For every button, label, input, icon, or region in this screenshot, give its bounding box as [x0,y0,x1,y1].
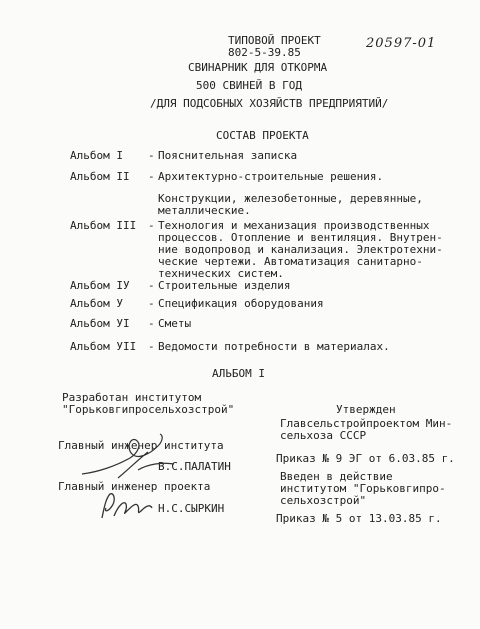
album-description-line: Конструкции, железобетонные, деревянные, [158,192,423,205]
album-name: Альбом УII [70,340,137,353]
introduced-line2: институтом "Горьковгипро- [280,482,446,495]
approved-by-line2: сельхоза СССР [280,429,367,442]
album-name: Альбом II [70,170,130,183]
album-dash: - [148,149,155,162]
composition-title: СОСТАВ ПРОЕКТА [216,129,309,142]
project-purpose: /ДЛЯ ПОДСОБНЫХ ХОЗЯЙСТВ ПРЕДПРИЯТИЙ/ [150,97,389,110]
album-name: Альбом III [70,219,137,232]
project-capacity: 500 СВИНЕЙ В ГОД [196,79,302,92]
album-description-line: ние водопровод и канализация. Электротехни- [158,243,443,256]
order-1: Приказ № 9 ЭГ от 6.03.85 г. [276,452,455,465]
album-description-line: Архитектурно-строительные решения. [158,170,384,183]
album-description-line: процессов. Отопление и вентиляция. Внутрен- [158,231,443,244]
chief-engineer-project-label: Главный инженер проекта [58,480,211,493]
album-dash: - [148,317,155,330]
album-description-line: технических систем. [158,267,284,280]
album-description-line: Пояснительная записка [158,149,298,162]
album-dash: - [148,170,155,183]
album-description-line: Строительные изделия [158,279,291,292]
album-description-line: Спецификация оборудования [158,297,324,310]
album-description-line: Сметы [158,317,192,330]
album-dash: - [148,340,155,353]
signature-syrkin [96,488,156,524]
album-name: Альбом У [70,297,123,310]
introduced-line3: сельхозстрой" [280,494,367,507]
introduced-line1: Введен в действие [280,470,393,483]
album-description-line: ческие чертежи. Автоматизация санитарно- [158,255,423,268]
album-dash: - [148,297,155,310]
album-name: Альбом I [70,149,123,162]
album-dash: - [148,219,155,232]
project-number: 802-5-39.85 [228,46,301,59]
album-name: Альбом УI [70,317,130,330]
album-description-line: металлические. [158,204,251,217]
chief-engineer-institute-name: В.С.ПАЛАТИН [158,460,231,473]
current-album: АЛЬБОМ I [212,367,265,380]
album-description-line: Технология и механизация производственных [158,219,430,232]
approved-label: Утвержден [336,403,396,416]
approved-by-line1: Главсельстройпроектом Мин- [280,417,453,430]
album-dash: - [148,279,155,292]
developer-name: "Горьковгипросельхозстрой" [62,403,235,416]
order-2: Приказ № 5 от 13.03.85 г. [276,512,442,525]
project-title: СВИНАРНИК ДЛЯ ОТКОРМА [188,61,328,74]
developer-label: Разработан институтом [62,391,202,404]
handwritten-number: 20597-01 [366,36,437,51]
project-type-heading: ТИПОВОЙ ПРОЕКТ [228,34,321,47]
album-name: Альбом IУ [70,279,130,292]
chief-engineer-project-name: Н.С.СЫРКИН [158,502,225,515]
album-description-line: Ведомости потребности в материалах. [158,340,390,353]
chief-engineer-institute-label: Главный инженер института [58,439,224,452]
signature-palatin [78,428,178,480]
